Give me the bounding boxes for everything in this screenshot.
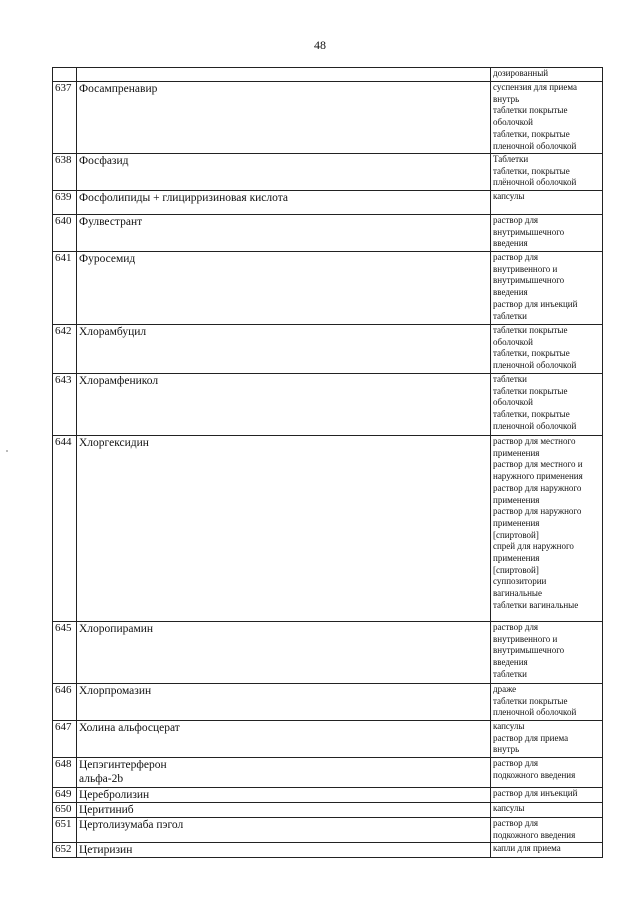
dosage-form-cell (491, 803, 603, 818)
dosage-form-line: раствор для инъекций (493, 788, 578, 798)
dosage-form-line: внутримышечного (493, 275, 565, 286)
dosage-form-line: таблетки, покрытые (493, 165, 570, 176)
dosage-form-line: таблетки (493, 668, 528, 679)
drug-name: Хлорамфеникол (79, 375, 159, 387)
drug-table-body (53, 68, 603, 858)
row-number: 645 (53, 622, 77, 684)
dosage-form-line: внутрь (493, 744, 520, 755)
dosage-form-line: внутримышечного (493, 645, 565, 656)
table-row (53, 788, 603, 803)
dosage-form-line: введения (493, 238, 528, 249)
dosage-form-line: раствор для (493, 758, 539, 768)
drug-name-cell (77, 622, 491, 684)
dosage-form-line: таблетки покрытые (493, 325, 568, 335)
dosage-form-line: пленочной оболочкой (493, 360, 577, 371)
dosage-form-cell (491, 154, 603, 191)
dosage-form-cell (491, 436, 603, 622)
dosage-form-cell (491, 843, 603, 858)
dosage-form-cell (491, 788, 603, 803)
row-number (53, 68, 77, 82)
dosage-form-line: применения (493, 447, 540, 458)
scan-artifact (6, 450, 8, 452)
dosage-form-line: раствор для (493, 818, 539, 828)
drug-name-cell (77, 436, 491, 622)
dosage-form-line: применения (493, 553, 540, 564)
dosage-form-line: оболочкой (493, 117, 533, 128)
dosage-form-line: раствор для (493, 622, 539, 632)
dosage-form-line: таблетки, покрытые (493, 409, 570, 420)
drug-name-cell (77, 82, 491, 154)
drug-name: Холина альфосцерат (79, 722, 180, 734)
dosage-form-line: пленочной оболочкой (493, 420, 577, 431)
dosage-form-line: вагинальные (493, 588, 542, 599)
table-row (53, 818, 603, 843)
dosage-form-line: пленочной оболочкой (493, 140, 577, 151)
drug-name-cell (77, 68, 491, 82)
table-row (53, 622, 603, 684)
dosage-form-line: введения (493, 657, 528, 668)
dosage-form-line: таблетки (493, 374, 528, 384)
dosage-form-line: раствор для наружного (493, 506, 582, 517)
dosage-form-line: Таблетки (493, 154, 529, 164)
dosage-form-line: капли для приема (493, 843, 561, 853)
table-row (53, 252, 603, 325)
dosage-form-line: внутривенного и (493, 633, 558, 644)
dosage-form-line: [спиртовой] (493, 529, 539, 540)
dosage-form-line: внутривенного и (493, 263, 558, 274)
drug-name: альфа-2b (79, 773, 124, 785)
dosage-form-line: [спиртовой] (493, 564, 539, 575)
dosage-form-cell (491, 68, 603, 82)
dosage-form-cell (491, 818, 603, 843)
drug-name: Фулвестрант (79, 216, 143, 228)
dosage-form-cell (491, 721, 603, 758)
dosage-form-line: таблетки (493, 310, 528, 321)
drug-name: Хлоргексидин (79, 437, 149, 449)
drug-name: Церебролизин (79, 789, 150, 801)
row-number: 646 (53, 684, 77, 721)
table-row (53, 803, 603, 818)
dosage-form-line: введения (493, 287, 528, 298)
dosage-form-cell (491, 622, 603, 684)
dosage-form-cell (491, 325, 603, 374)
dosage-form-line: суспензия для приема (493, 82, 577, 92)
dosage-form-line: таблетки покрытые (493, 695, 568, 706)
table-row (53, 721, 603, 758)
table-row (53, 843, 603, 858)
row-number: 648 (53, 758, 77, 788)
row-number: 649 (53, 788, 77, 803)
dosage-form-line: применения (493, 517, 540, 528)
drug-name: Хлоропирамин (79, 623, 154, 635)
dosage-form-line: раствор для инъекций (493, 298, 578, 309)
dosage-form-line: таблетки покрытые (493, 105, 568, 116)
drug-name-cell (77, 721, 491, 758)
dosage-form-line: раствор для местного и (493, 459, 583, 470)
drug-name: Фуросемид (79, 253, 136, 265)
drug-name-cell (77, 252, 491, 325)
drug-name-cell (77, 803, 491, 818)
dosage-form-cell (491, 684, 603, 721)
dosage-form-line: раствор для приема (493, 732, 569, 743)
dosage-form-line: таблетки вагинальные (493, 599, 579, 610)
dosage-form-line: таблетки, покрытые (493, 128, 570, 139)
drug-name-cell (77, 788, 491, 803)
dosage-form-line: раствор для (493, 215, 539, 225)
dosage-form-line: таблетки, покрытые (493, 348, 570, 359)
row-number: 640 (53, 215, 77, 252)
row-number: 651 (53, 818, 77, 843)
table-row (53, 82, 603, 154)
dosage-form-line: капсулы (493, 721, 525, 731)
dosage-form-line: подкожного введения (493, 769, 576, 780)
dosage-form-line: таблетки покрытые (493, 385, 568, 396)
dosage-form-line: внутрь (493, 93, 520, 104)
dosage-form-line: раствор для местного (493, 436, 576, 446)
row-number: 638 (53, 154, 77, 191)
row-number: 650 (53, 803, 77, 818)
drug-name-cell (77, 758, 491, 788)
row-number: 637 (53, 82, 77, 154)
dosage-form-line: спрей для наружного (493, 541, 574, 552)
row-number: 647 (53, 721, 77, 758)
table-row (53, 215, 603, 252)
dosage-form-line: раствор для (493, 252, 539, 262)
table-row (53, 325, 603, 374)
dosage-form-cell (491, 374, 603, 436)
table-row (53, 436, 603, 622)
drug-name: Фосфазид (79, 155, 129, 167)
table-row (53, 374, 603, 436)
row-number: 641 (53, 252, 77, 325)
dosage-form-cell (491, 191, 603, 215)
drug-name-cell (77, 154, 491, 191)
dosage-form-line: капсулы (493, 803, 525, 813)
drug-name: Хлорпромазин (79, 685, 152, 697)
drug-name-cell (77, 191, 491, 215)
drug-name: Фосфолипиды + глицирризиновая кислота (79, 192, 289, 204)
dosage-form-line: драже (493, 684, 517, 694)
table-row (53, 684, 603, 721)
drug-name-cell (77, 374, 491, 436)
dosage-form-cell (491, 252, 603, 325)
drug-name-cell (77, 843, 491, 858)
drug-name-cell (77, 325, 491, 374)
drug-name: Цепэгинтерферон (79, 759, 167, 771)
drug-name: Фосампренавир (79, 83, 158, 95)
drug-name: Хлорамбуцил (79, 326, 147, 338)
dosage-form-line: капсулы (493, 191, 525, 201)
drug-name: Цетиризин (79, 844, 133, 856)
row-number: 644 (53, 436, 77, 622)
row-number: 643 (53, 374, 77, 436)
table-row (53, 758, 603, 788)
drug-table (52, 67, 603, 858)
row-number: 652 (53, 843, 77, 858)
dosage-form-line: пленочной оболочкой (493, 707, 577, 718)
table-row (53, 68, 603, 82)
row-number: 639 (53, 191, 77, 215)
dosage-form-line: дозированный (493, 68, 549, 78)
drug-name: Цертолизумаба пэгол (79, 819, 184, 831)
dosage-form-line: раствор для наружного (493, 482, 582, 493)
dosage-form-cell (491, 82, 603, 154)
dosage-form-line: внутримышечного (493, 226, 565, 237)
table-row (53, 154, 603, 191)
dosage-form-line: оболочкой (493, 336, 533, 347)
dosage-form-cell (491, 758, 603, 788)
dosage-form-line: применения (493, 494, 540, 505)
dosage-form-line: оболочкой (493, 397, 533, 408)
drug-name-cell (77, 215, 491, 252)
drug-name-cell (77, 684, 491, 721)
page-number: 48 (314, 38, 326, 52)
table-row (53, 191, 603, 215)
drug-name-cell (77, 818, 491, 843)
dosage-form-cell (491, 215, 603, 252)
dosage-form-line: суппозитории (493, 576, 547, 587)
dosage-form-line: наружного применения (493, 471, 583, 482)
dosage-form-line: подкожного введения (493, 829, 576, 840)
dosage-form-line: плёночной оболочкой (493, 177, 577, 188)
drug-name: Церитиниб (79, 804, 134, 816)
row-number: 642 (53, 325, 77, 374)
